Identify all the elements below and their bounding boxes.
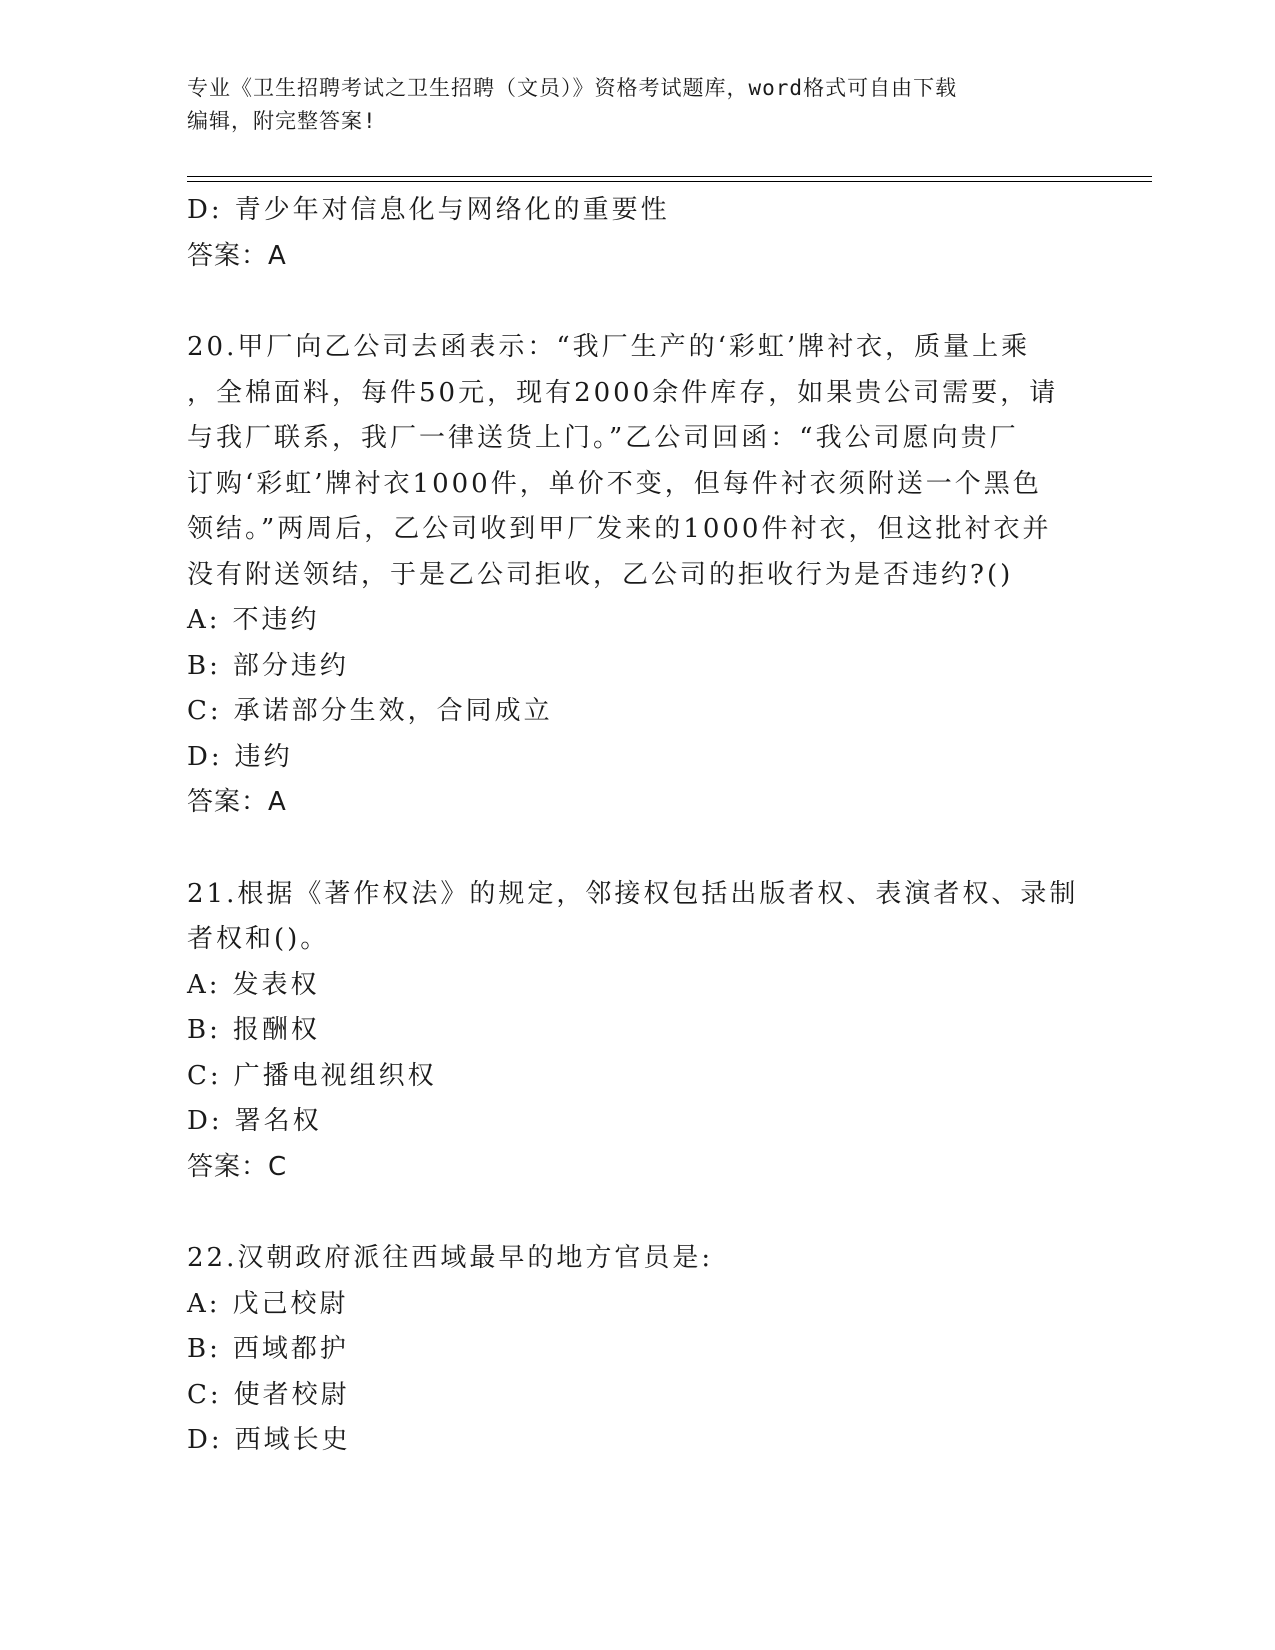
header-rule-top	[187, 176, 1152, 177]
option-b	[187, 644, 1087, 690]
option-text: 不违约	[232, 605, 320, 635]
option-b	[187, 1008, 1087, 1054]
option-text: 违约	[234, 741, 293, 772]
option-key: D:	[187, 741, 223, 772]
answer: 答案：A	[187, 787, 287, 817]
option-key: C:	[187, 696, 222, 726]
option-c	[187, 1373, 1087, 1419]
question-text-line: 20.甲厂向乙公司去函表示：“我厂生产的‘彩虹’牌衬衣，质量上乘	[187, 332, 1031, 362]
question-text-line: 21.根据《著作权法》的规定，邻接权包括出版者权、表演者权、录制	[187, 878, 1079, 909]
option-text: 西域都护	[232, 1334, 349, 1364]
option-d	[187, 1099, 1087, 1145]
option-a	[187, 1282, 1087, 1328]
document-header	[187, 72, 1067, 138]
option-d	[187, 1418, 1087, 1464]
header-line-1: 专业《卫生招聘考试之卫生招聘（文员）》资格考试题库，word格式可自由下载	[187, 76, 958, 100]
option-key: C:	[187, 1060, 222, 1091]
header-line-2: 编辑，附完整答案!	[187, 109, 377, 133]
option-key: B:	[187, 650, 221, 681]
prev-option-d	[187, 188, 1087, 234]
answer: 答案：C	[187, 1151, 288, 1182]
option-key: A:	[187, 1288, 221, 1319]
question-text-line: 领结。”两周后，乙公司收到甲厂发来的1000件衬衣，但这批衬衣并	[187, 514, 1052, 544]
question-content	[187, 188, 1087, 1464]
option-text: 青少年对信息化与网络化的重要性	[234, 195, 670, 225]
option-b	[187, 1327, 1087, 1373]
option-key: B:	[187, 1334, 221, 1364]
option-text: 使者校尉	[233, 1379, 350, 1410]
option-text: 戊己校尉	[232, 1288, 349, 1319]
option-text: 署名权	[234, 1106, 322, 1136]
spacer	[187, 1190, 1087, 1236]
option-key: C:	[187, 1379, 222, 1410]
option-text: 部分违约	[232, 650, 349, 681]
option-key: D:	[187, 195, 223, 225]
option-a	[187, 963, 1087, 1009]
option-d	[187, 735, 1087, 781]
option-a	[187, 598, 1087, 644]
question-22	[187, 1236, 1087, 1464]
question-text-line: 者权和()。	[187, 924, 330, 954]
option-key: D:	[187, 1425, 223, 1455]
option-text: 报酬权	[232, 1015, 320, 1045]
option-c	[187, 1054, 1087, 1100]
question-text-line: 与我厂联系，我厂一律送货上门。”乙公司回函：“我公司愿向贵厂	[187, 423, 1019, 453]
option-key: D:	[187, 1106, 223, 1136]
question-20	[187, 325, 1087, 826]
option-text: 承诺部分生效，合同成立	[233, 696, 553, 726]
option-text: 发表权	[232, 969, 320, 1000]
question-text-line: 22.汉朝政府派往西域最早的地方官员是:	[187, 1243, 714, 1273]
option-c	[187, 689, 1087, 735]
option-text: 西域长史	[234, 1425, 351, 1455]
question-text-line: 订购‘彩虹’牌衬衣1000件，单价不变，但每件衬衣须附送一个黑色	[187, 468, 1042, 499]
option-key: A:	[187, 969, 221, 1000]
spacer	[187, 279, 1087, 325]
option-text: 广播电视组织权	[233, 1060, 437, 1091]
option-key: B:	[187, 1015, 221, 1045]
prev-answer: 答案：A	[187, 240, 287, 271]
question-text-line: ，全棉面料，每件50元，现有2000余件库存，如果贵公司需要，请	[187, 377, 1059, 408]
header-rule-bottom	[187, 181, 1152, 182]
question-21	[187, 872, 1087, 1191]
question-text-line: 没有附送领结，于是乙公司拒收，乙公司的拒收行为是否违约?()	[187, 559, 1014, 590]
spacer	[187, 826, 1087, 872]
option-key: A:	[187, 605, 221, 635]
